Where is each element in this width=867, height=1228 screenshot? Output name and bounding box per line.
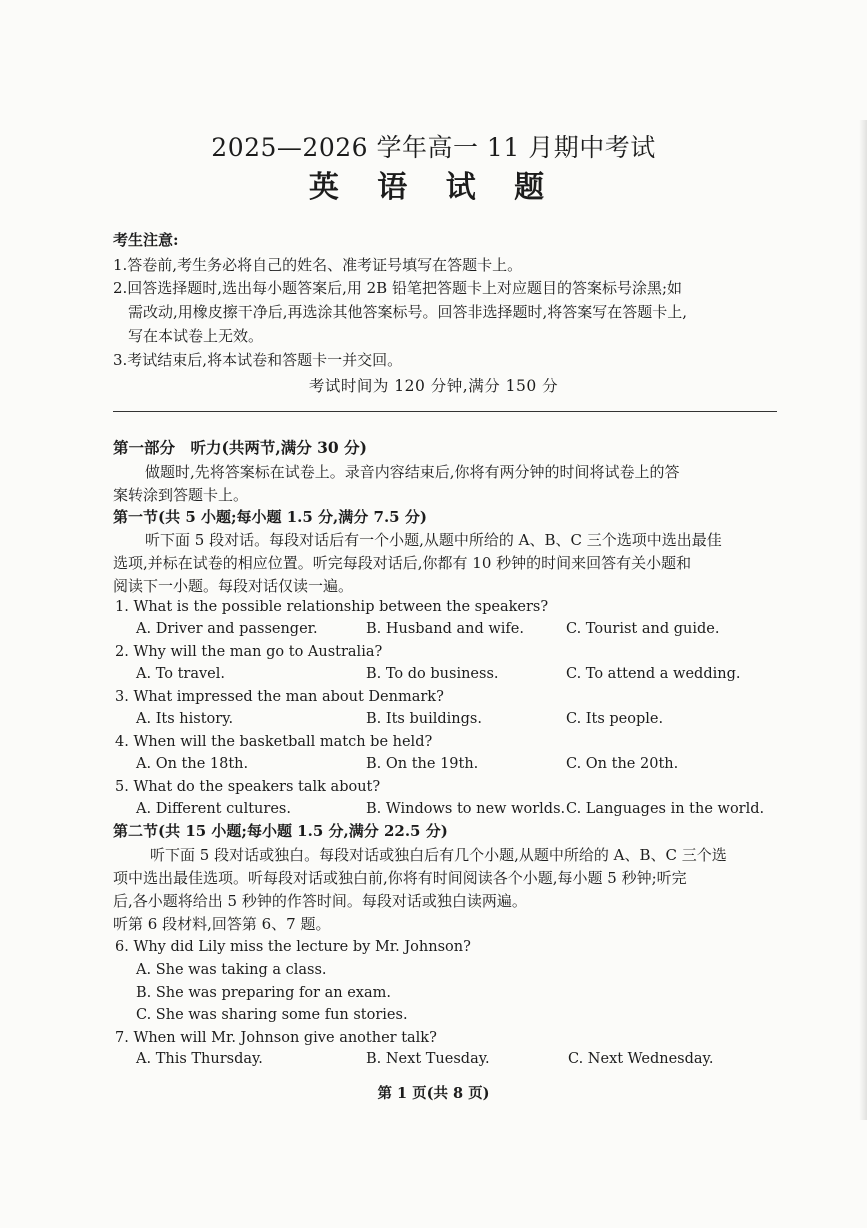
question-7: 7. When will Mr. Johnson give another talk? [115,1030,437,1046]
part1-heading: 第一部分 听力(共两节,满分 30 分) [113,438,367,457]
divider-line [113,411,777,412]
q2-option-b: B. To do business. [366,666,499,682]
section2-intro-line-1: 听下面 5 段对话或独白。每段对话或独白后有几个小题,从题中所给的 A、B、C 三个选 [150,846,727,864]
q3-option-c: C. Its people. [566,711,664,727]
time-score: 考试时间为 120 分钟,满分 150 分 [308,377,559,395]
page-footer: 第 1 页(共 8 页) [377,1085,490,1102]
section1-heading: 第一节(共 5 小题;每小题 1.5 分,满分 7.5 分) [113,508,427,526]
q6-option-b: B. She was preparing for an exam. [136,985,391,1001]
q5-option-b: B. Windows to new worlds. [366,801,566,817]
q7-option-b: B. Next Tuesday. [366,1051,490,1067]
q5-option-a: A. Different cultures. [136,801,291,817]
notice-item-1: 1.答卷前,考生务必将自己的姓名、准考证号填写在答题卡上。 [113,256,523,274]
question-1: 1. What is the possible relationship between the speakers? [115,599,549,615]
q2-option-a: A. To travel. [136,666,225,682]
notice-item-3: 3.考试结束后,将本试卷和答题卡一并交回。 [113,351,403,369]
q7-option-a: A. This Thursday. [136,1051,263,1067]
q1-option-a: A. Driver and passenger. [136,621,318,637]
q4-option-c: C. On the 20th. [566,756,679,772]
q5-option-c: C. Languages in the world. [566,801,765,817]
question-3: 3. What impressed the man about Denmark? [115,689,444,705]
exam-subject: 英 语 试 题 [308,170,559,205]
q6-option-c: C. She was sharing some fun stories. [136,1007,408,1023]
section1-intro-line-3: 阅读下一小题。每段对话仅读一遍。 [113,577,354,595]
q2-option-c: C. To attend a wedding. [566,666,741,682]
question-2: 2. Why will the man go to Australia? [115,644,383,660]
section1-intro-line-1: 听下面 5 段对话。每段对话后有一个小题,从题中所给的 A、B、C 三个选项中选出最佳 [145,531,722,549]
q1-option-c: C. Tourist and guide. [566,621,720,637]
notice-item-2-line-2: 需改动,用橡皮擦干净后,再选涂其他答案标号。回答非选择题时,将答案写在答题卡上, [128,303,688,321]
part1-intro-line-2: 案转涂到答题卡上。 [113,486,249,504]
section2-intro-line-2: 项中选出最佳选项。听每段对话或独白前,你将有时间阅读各个小题,每小题 5 秒钟;听完 [113,869,687,887]
scan-edge-shadow [859,120,867,1120]
question-4: 4. When will the basketball match be held? [115,734,433,750]
notice-item-2-line-3: 写在本试卷上无效。 [128,327,264,345]
section1-intro-line-2: 选项,并标在试卷的相应位置。听完每段对话后,你都有 10 秒钟的时间来回答有关小题和 [113,554,692,572]
notice-item-2-line-1: 2.回答选择题时,选出每小题答案后,用 2B 铅笔把答题卡上对应题目的答案标号涂黑;如 [113,279,683,297]
q3-option-a: A. Its history. [136,711,234,727]
section2-intro-line-3: 后,各小题将给出 5 秒钟的作答时间。每段对话或独白读两遍。 [113,892,527,910]
question-6: 6. Why did Lily miss the lecture by Mr. Johnson? [115,939,471,955]
q1-option-b: B. Husband and wife. [366,621,524,637]
exam-title: 2025—2026 学年高一 11 月期中考试 [211,133,656,162]
material-6-instruction: 听第 6 段材料,回答第 6、7 题。 [113,915,331,933]
q4-option-b: B. On the 19th. [366,756,479,772]
question-5: 5. What do the speakers talk about? [115,779,381,795]
notice-heading: 考生注意: [113,231,179,249]
q7-option-c: C. Next Wednesday. [568,1051,714,1067]
part1-intro-line-1: 做题时,先将答案标在试卷上。录音内容结束后,你将有两分钟的时间将试卷上的答 [145,463,680,481]
section2-heading: 第二节(共 15 小题;每小题 1.5 分,满分 22.5 分) [113,822,448,840]
q4-option-a: A. On the 18th. [136,756,249,772]
q3-option-b: B. Its buildings. [366,711,482,727]
q6-option-a: A. She was taking a class. [136,962,327,978]
